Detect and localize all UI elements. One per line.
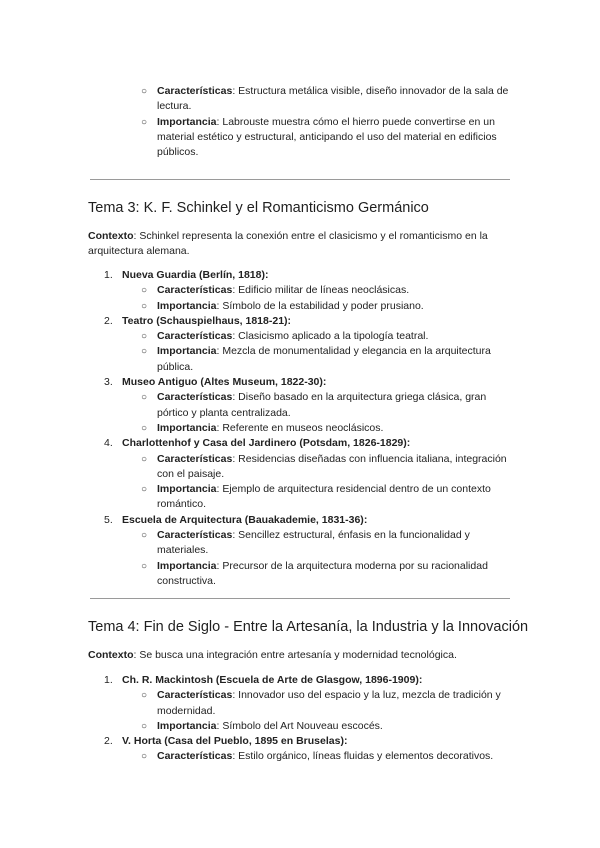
sub-item-label: Importancia [157, 719, 217, 732]
sub-item-text: : Referente en museos neoclásicos. [216, 421, 384, 434]
context-label: Contexto [88, 649, 134, 661]
sub-item [0, 749, 600, 764]
item-title [0, 314, 600, 329]
sub-list [0, 528, 600, 589]
sub-item-text: : Diseño basado en la arquitectura griega clásica, gran pórtico y planta centralizada. [157, 391, 487, 419]
sub-item-text: : Símbolo del Art Nouveau escocés. [216, 719, 383, 732]
sub-list [0, 283, 600, 314]
section-heading-tema4: Tema 4: Fin de Siglo - Entre la Artesanía, la Industria y la Innovación [88, 619, 529, 635]
sub-item-label: Importancia [157, 299, 217, 312]
sub-item-text: : Ejemplo de arquitectura residencial dentro de un contexto romántico. [157, 483, 491, 511]
sub-item [0, 482, 600, 513]
context-paragraph [88, 229, 518, 260]
context-paragraph [88, 648, 518, 663]
sub-item-label: Características [157, 529, 233, 542]
item-title [0, 673, 600, 688]
item-number: 2. [104, 735, 113, 748]
item-number: 3. [104, 376, 113, 389]
item-title [0, 268, 600, 283]
sub-item-text: : Sencillez estructural, énfasis en la funcionalidad y materiales. [157, 529, 470, 557]
sub-item-text: : Residencias diseñadas con influencia italiana, integración con el paisaje. [157, 452, 507, 480]
list-item [0, 314, 600, 375]
item-colon: : [406, 437, 411, 450]
sub-item-label: Importancia [157, 115, 217, 128]
sub-item-text: : Precursor de la arquitectura moderna por su racionalidad constructiva. [157, 559, 488, 587]
top-sub-list [0, 84, 600, 160]
item-colon: : [418, 674, 423, 686]
sub-item-label: Características [157, 750, 233, 763]
sub-item [0, 344, 600, 375]
sub-item-label: Características [157, 284, 233, 297]
item-colon: : [343, 735, 348, 748]
item-title [0, 436, 600, 451]
sub-item-text: : Símbolo de la estabilidad y poder prusiano. [216, 299, 424, 312]
sub-item [0, 84, 600, 115]
sub-item [0, 390, 600, 421]
sub-item-label: Características [157, 391, 233, 404]
sub-item [0, 559, 600, 590]
sub-list [0, 329, 600, 375]
item-colon: : [322, 376, 327, 389]
sub-list [0, 749, 600, 764]
item-number: 4. [104, 437, 113, 450]
list-item [0, 513, 600, 589]
sub-item [0, 329, 600, 344]
sub-item-text: : Innovador uso del espacio y la luz, mezcla de tradición y modernidad. [157, 689, 501, 717]
list-item [0, 734, 600, 765]
sub-item [0, 688, 600, 719]
sub-item-text: : Mezcla de monumentalidad y elegancia en la arquitectura pública. [157, 345, 491, 373]
item-title [0, 513, 600, 528]
sub-item-label: Características [157, 85, 233, 97]
sub-list [0, 688, 600, 734]
item-title [0, 375, 600, 390]
list-item [0, 268, 600, 314]
section-heading-tema3: Tema 3: K. F. Schinkel y el Romanticismo Germánico [88, 200, 429, 216]
item-title-text: V. Horta (Casa del Pueblo, 1895 en Bruselas) [122, 735, 344, 748]
section-divider [90, 598, 510, 599]
sub-item [0, 115, 600, 161]
sub-item-label: Características [157, 330, 233, 343]
sub-item [0, 283, 600, 298]
sub-item-text: : Clasicismo aplicado a la tipología teatral. [232, 330, 429, 343]
sub-item [0, 528, 600, 559]
sub-item-label: Características [157, 689, 233, 702]
item-title-text: Museo Antiguo (Altes Museum, 1822-30) [122, 376, 323, 389]
item-title-text: Nueva Guardia (Berlín, 1818) [122, 269, 265, 281]
context-text: : Schinkel representa la conexión entre el clasicismo y el romanticismo en la arquitectura alemana. [88, 230, 488, 258]
context-label: Contexto [88, 230, 134, 242]
list-item [0, 375, 600, 436]
sub-item-label: Características [157, 452, 233, 465]
item-title-text: Ch. R. Mackintosh (Escuela de Arte de Glasgow, 1896-1909) [122, 674, 419, 686]
item-title-text: Teatro (Schauspielhaus, 1818-21) [122, 314, 288, 327]
sub-item [0, 299, 600, 314]
item-colon: : [363, 513, 368, 526]
item-title-text: Charlottenhof y Casa del Jardinero (Potsdam, 1826-1829) [122, 437, 407, 450]
sub-item-label: Importancia [157, 483, 217, 496]
sub-item-text: : Estructura metálica visible, diseño innovador de la sala de lectura. [157, 85, 509, 113]
sub-item [0, 452, 600, 483]
sub-item-text: : Edificio militar de líneas neoclásicas. [232, 284, 410, 297]
sub-item-label: Importancia [157, 421, 217, 434]
sub-item-text: : Labrouste muestra cómo el hierro puede convertirse en un material estético y estructural, anticipando el uso del material en edificios públicos. [157, 115, 497, 159]
item-number: 2. [104, 314, 113, 327]
sub-list [0, 452, 600, 513]
tema3-list [0, 268, 600, 589]
sub-item [0, 421, 600, 436]
item-number: 1. [104, 269, 113, 281]
context-text: : Se busca una integración entre artesanía y modernidad tecnológica. [133, 649, 457, 661]
sub-item-label: Importancia [157, 345, 217, 358]
item-title [0, 734, 600, 749]
section-divider [90, 179, 510, 180]
item-title-text: Escuela de Arquitectura (Bauakademie, 1831-36) [122, 513, 364, 526]
item-colon: : [264, 269, 269, 281]
sub-item [0, 719, 600, 734]
item-number: 1. [104, 674, 113, 686]
sub-item-label: Importancia [157, 559, 217, 572]
item-number: 5. [104, 513, 113, 526]
sub-list [0, 390, 600, 436]
list-item [0, 436, 600, 512]
sub-item-text: : Estilo orgánico, líneas fluidas y elementos decorativos. [232, 750, 494, 763]
list-item [0, 673, 600, 734]
tema4-list [0, 673, 600, 765]
item-colon: : [287, 314, 292, 327]
